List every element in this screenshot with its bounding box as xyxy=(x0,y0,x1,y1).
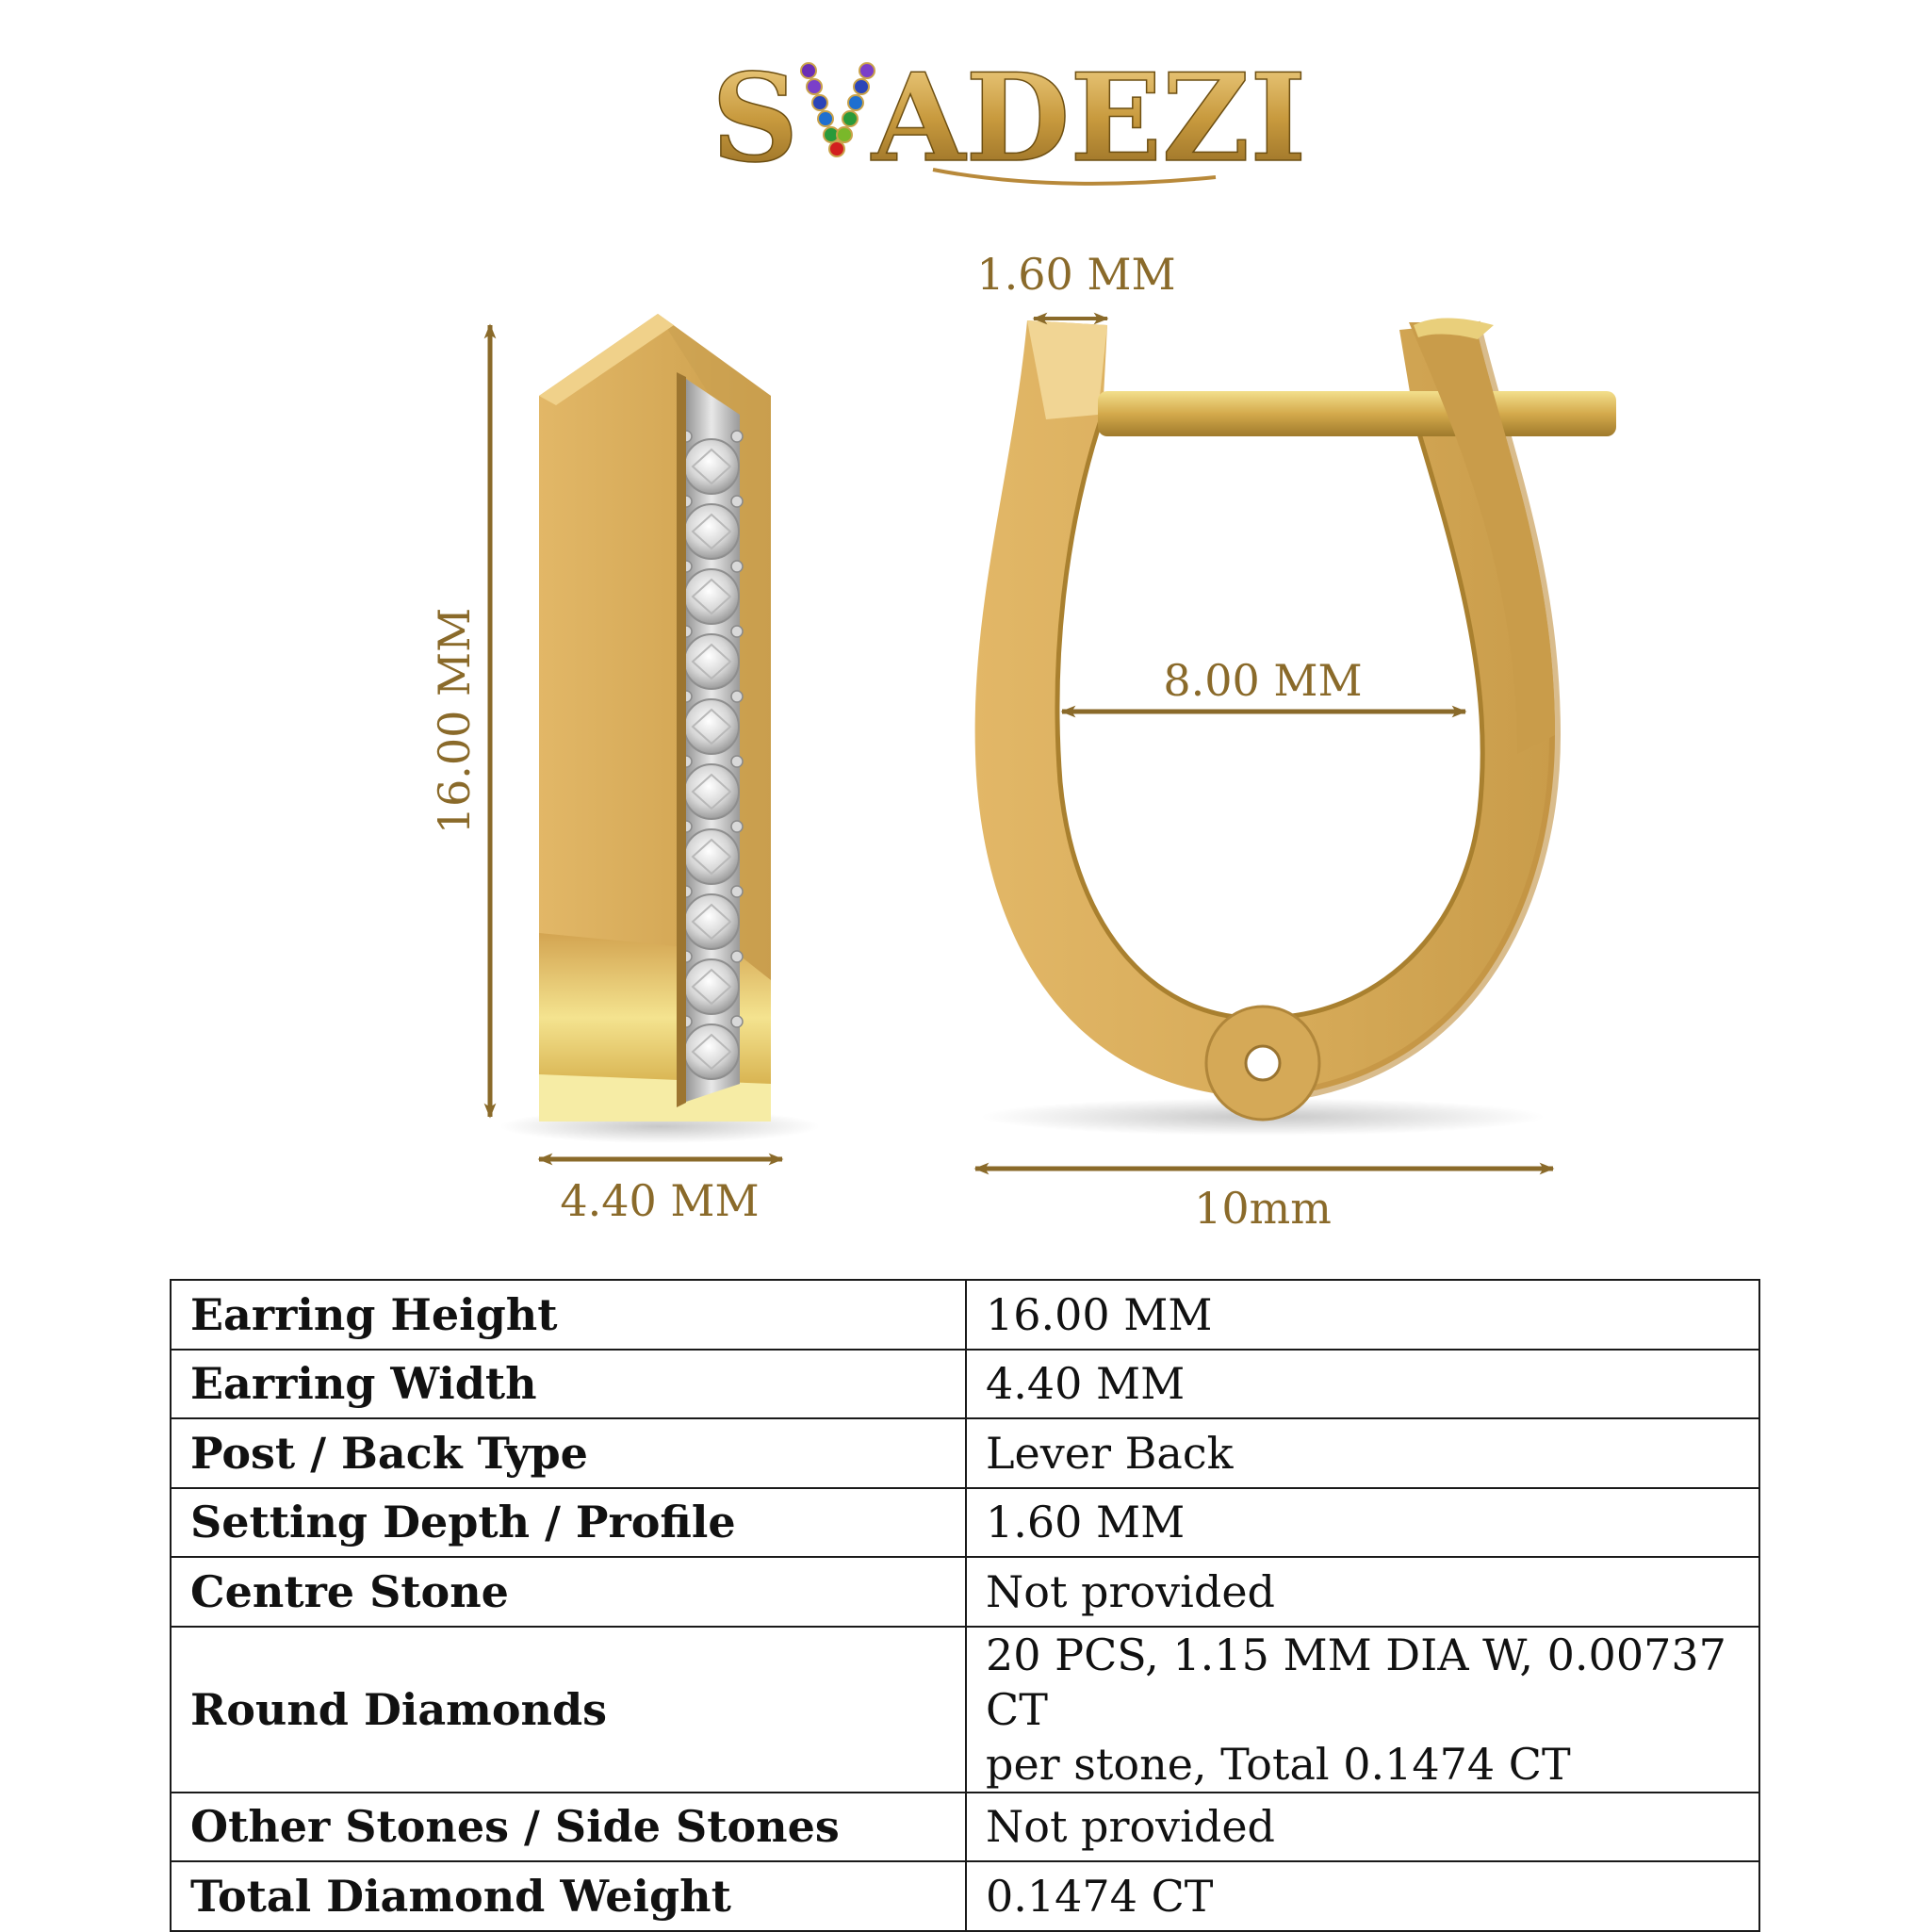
spec-key: Other Stones / Side Stones xyxy=(171,1793,966,1862)
depth-label: 1.60 MM xyxy=(976,249,1176,300)
spec-row xyxy=(171,1557,1759,1627)
width-label: 4.40 MM xyxy=(560,1175,760,1226)
diamond-stone xyxy=(680,951,743,1014)
spec-value: Lever Back xyxy=(966,1418,1759,1488)
height-label: 16.00 MM xyxy=(429,607,480,835)
logo-gem xyxy=(829,141,844,156)
spec-key: Total Diamond Weight xyxy=(171,1861,966,1931)
inner-width-label: 8.00 MM xyxy=(1163,655,1363,706)
logo-gem xyxy=(807,79,822,94)
diamond-stone xyxy=(680,431,743,494)
earring-front-view xyxy=(975,319,1616,1137)
diamond-stone xyxy=(680,626,743,689)
spec-row xyxy=(171,1418,1759,1488)
spec-value xyxy=(966,1627,1759,1793)
spec-key: Setting Depth / Profile xyxy=(171,1488,966,1558)
spec-key: Centre Stone xyxy=(171,1557,966,1627)
brand-logo xyxy=(711,48,1306,189)
logo-gem-v xyxy=(801,63,875,156)
outer-width-label: 10mm xyxy=(1194,1183,1332,1234)
logo-letters: ADEZI xyxy=(872,48,1307,189)
logo-gem xyxy=(842,111,858,126)
logo-letter-s: S xyxy=(711,48,799,189)
diamond-stone xyxy=(680,756,743,819)
diamond-stone xyxy=(680,691,743,754)
spec-value-line: 20 PCS, 1.15 MM DIA W, 0.00737 CT xyxy=(986,1629,1726,1735)
spec-row xyxy=(171,1350,1759,1419)
spec-value: 1.60 MM xyxy=(966,1488,1759,1558)
spec-value: 16.00 MM xyxy=(966,1280,1759,1350)
spec-value: 4.40 MM xyxy=(966,1350,1759,1419)
spec-row xyxy=(171,1793,1759,1862)
spec-key: Earring Width xyxy=(171,1350,966,1419)
spec-value: Not provided xyxy=(966,1793,1759,1862)
diamond-stone xyxy=(680,561,743,624)
spec-value: Not provided xyxy=(966,1557,1759,1627)
spec-value-line: per stone, Total 0.1474 CT xyxy=(986,1738,1571,1790)
spec-key: Round Diamonds xyxy=(171,1627,966,1793)
diamond-stone xyxy=(680,496,743,559)
specification-table xyxy=(170,1279,1760,1932)
spec-row xyxy=(171,1861,1759,1931)
diamond-stone xyxy=(680,886,743,949)
logo-gem xyxy=(854,79,869,94)
logo-gem xyxy=(812,95,827,110)
spec-row xyxy=(171,1627,1759,1793)
logo-gem xyxy=(801,63,816,78)
spec-key: Earring Height xyxy=(171,1280,966,1350)
spec-row xyxy=(171,1280,1759,1350)
diamond-stone xyxy=(680,821,743,884)
spec-value: 0.1474 CT xyxy=(966,1861,1759,1931)
logo-gem xyxy=(848,95,863,110)
spec-key: Post / Back Type xyxy=(171,1418,966,1488)
diamond-stone xyxy=(680,1016,743,1079)
logo-gem xyxy=(837,127,852,142)
logo-gem xyxy=(818,111,833,126)
earring-side-view xyxy=(499,314,820,1143)
spec-row xyxy=(171,1488,1759,1558)
